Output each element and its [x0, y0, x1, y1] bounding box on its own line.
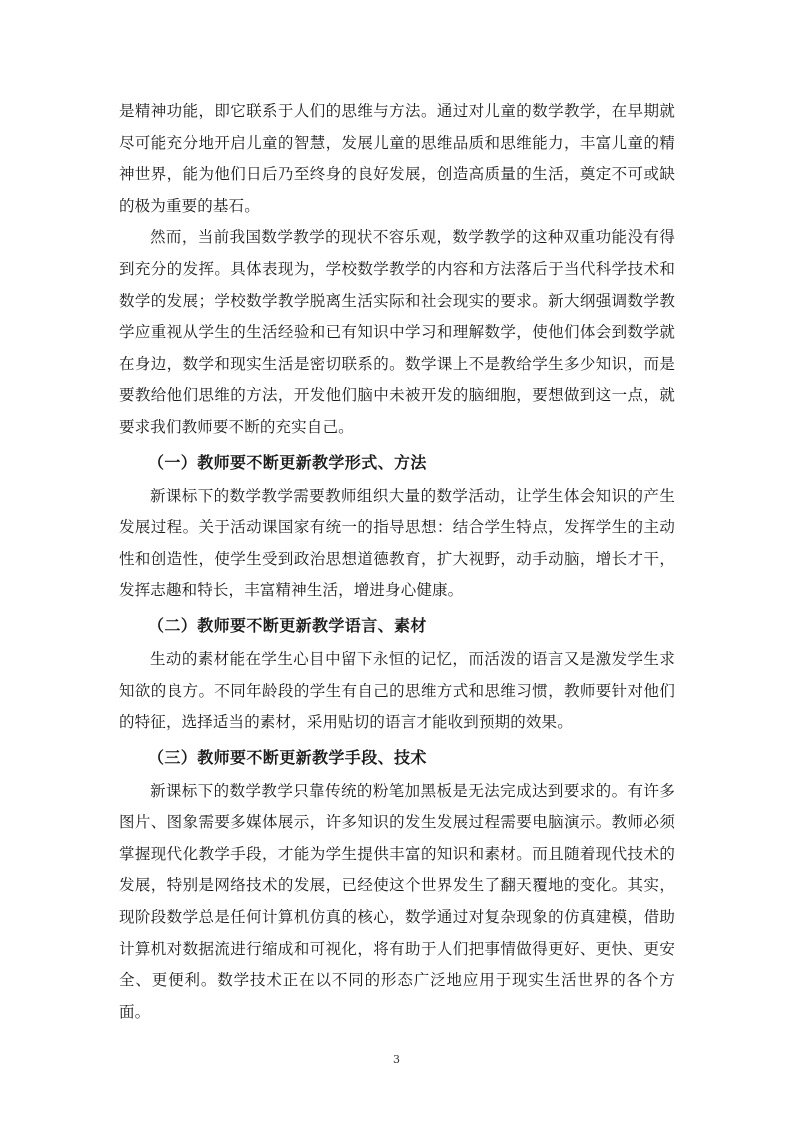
section-body-3: 新课标下的数学教学只靠传统的粉笔加黑板是无法完成达到要求的。有许多图片、图象需要多媒体展示，许多知识的发生发展过程需要电脑演示。教师必须掌握现代化教学手段，才能为学生提供丰富的知识和素材。而且随着现代技术的发展，特别是网络技术的发展，已经使这个世界发生了翻天覆地的变化。其实，现阶段数学总是任何计算机仿真的核心，数学通过对复杂现象的仿真建模，借助计算机对数据流进行缩成和可视化，将有助于人们把事情做得更好、更快、更安全、更便利。数学技术正在以不同的形态广泛地应用于现实生活世界的各个方面。: [119, 781, 675, 1021]
section-body-1: 新课标下的数学教学需要教师组织大量的数学活动，让学生体会知识的产生发展过程。关于活动课国家有统一的指导思想：结合学生特点，发挥学生的主动性和创造性，使学生受到政治思想道德教育，扩大视野，动手动脑，增长才干，发挥志趣和特长，丰富精神生活，增进身心健康。: [119, 486, 675, 600]
section-heading-1: （一）教师要不断更新教学形式、方法: [148, 452, 427, 472]
page-number: 3: [393, 1053, 400, 1066]
section-heading-2: （二）教师要不断更新教学语言、素材: [148, 615, 427, 635]
paragraph-current-situation: 然而，当前我国数学教学的现状不容乐观，数学教学的这种双重功能没有得到充分的发挥。具体表现为，学校数学教学的内容和方法落后于当代科学技术和数学的发展；学校数学教学脱离生活实际和社会现实的要求。新大纲强调数学教学应重视从学生的生活经验和已有知识中学习和理解数学，使他们体会到数学就在身边，数学和现实生活是密切联系的。数学课上不是教给学生多少知识，而是要教给他们思维的方法，开发他们脑中未被开发的脑细胞，要想做到这一点，就要求我们教师要不断的充实自己。: [119, 228, 675, 436]
section-body-2: 生动的素材能在学生心目中留下永恒的记忆，而活泼的语言又是激发学生求知欲的良方。不同年龄段的学生有自己的思维方式和思维习惯，教师要针对他们的特征，选择适当的素材，采用贴切的语言才能收到预期的效果。: [119, 649, 675, 732]
section-heading-3: （三）教师要不断更新教学手段、技术: [148, 747, 427, 767]
paragraph-continued: 是精神功能，即它联系于人们的思维与方法。通过对儿童的数学教学，在早期就尽可能充分地开启儿童的智慧，发展儿童的思维品质和思维能力，丰富儿童的精神世界，能为他们日后乃至终身的良好发展，创造高质量的生活，奠定不可或缺的极为重要的基石。: [119, 102, 675, 215]
page-body: [119, 96, 675, 1028]
